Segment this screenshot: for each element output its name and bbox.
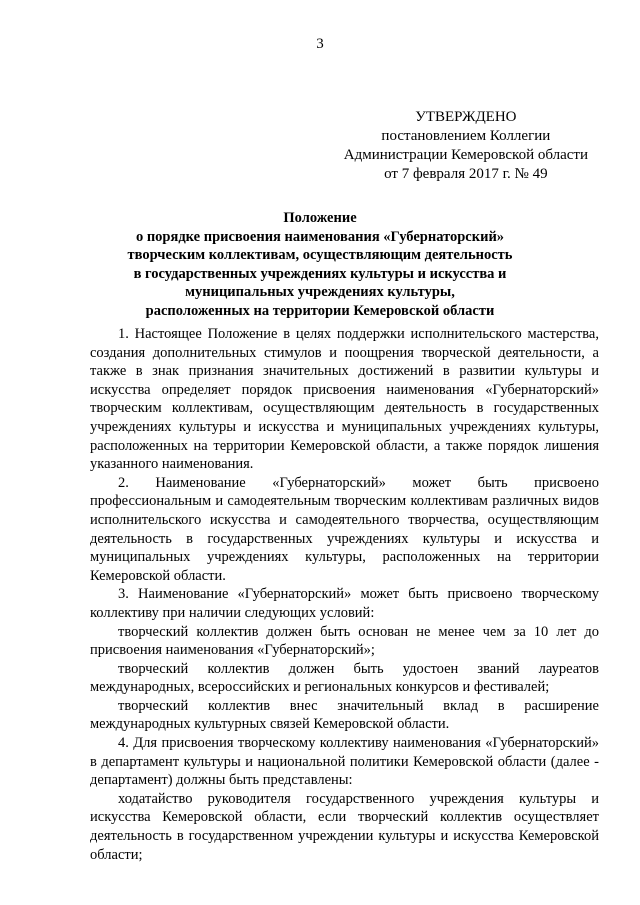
approval-date-line: от 7 февраля 2017 г. № 49 [384, 166, 548, 182]
title-line: муниципальных учреждениях культуры, [185, 284, 455, 300]
condition-item: творческий коллектив внес значительный вклад в расширение международных культурных связей Кемеровской области. [90, 697, 599, 733]
condition-item: творческий коллектив должен быть основан не менее чем за 10 лет до присвоения наименования «Губернаторский»; [90, 623, 599, 659]
document-body [90, 325, 599, 864]
document-title [60, 209, 580, 320]
paragraph-2: 2. Наименование «Губернаторский» может быть присвоено профессиональным и самодеятельным творческим коллективам различных видов исполнительского искусства и самодеятельного творчества, осуществляющим деятельность в государственных учреждениях культуры и искусства и муниципальных учреждениях культуры, расположенных на территории Кемеровской области. [90, 474, 599, 584]
approval-line: Администрации Кемеровской области [343, 147, 588, 163]
title-line: о порядке присвоения наименования «Губернаторский» [135, 228, 505, 245]
title-line: творческим коллективам, осуществляющим деятельность [127, 247, 513, 263]
paragraph-3: 3. Наименование «Губернаторский» может быть присвоено творческому коллективу при наличии следующих условий: [90, 586, 599, 621]
condition-item: творческий коллектив должен быть удостоен званий лауреатов международных, всероссийских и региональных конкурсов и фестивалей; [90, 660, 599, 696]
title-line: Положение [283, 210, 357, 226]
title-line: расположенных на территории Кемеровской области [145, 302, 495, 319]
paragraph-1: 1. Настоящее Положение в целях поддержки исполнительского мастерства, создания дополнительных стимулов и поощрения творческой деятельности, а также в знак признания значительных достижений в развитии культуры и искусства определяет порядок присвоения наименования «Губернаторский» творческим коллективам, осуществляющим деятельность в государственных учреждениях культуры и искусства и муниципальных учреждениях культуры, расположенных на территории Кемеровской области, а также порядок лишения указанного наименования. [90, 326, 599, 473]
approval-stamp-block [344, 108, 588, 184]
approval-line: постановлением Коллегии [381, 128, 551, 144]
approval-heading: УТВЕРЖДЕНО [415, 109, 517, 125]
title-line: в государственных учреждениях культуры и искусства и [133, 265, 507, 282]
paragraph-4: 4. Для присвоения творческому коллективу наименования «Губернаторский» в департамент культуры и национальной политики Кемеровской области (далее - департамент) должны быть представлены: [90, 735, 599, 789]
document-item: ходатайство руководителя государственного учреждения культуры и искусства Кемеровской области, если творческий коллектив осуществляет деятельность в государственном учреждении культуры и искусства Кемеровской области; [90, 790, 599, 863]
page-number: 3 [316, 36, 324, 52]
